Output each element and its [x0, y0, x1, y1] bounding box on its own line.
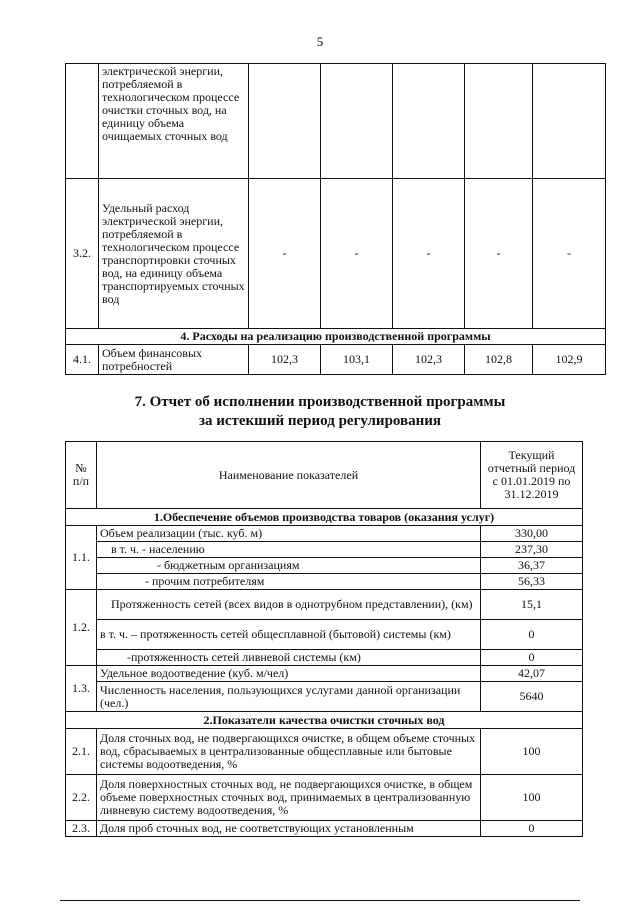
row-number-cell: 4.1. [66, 345, 99, 375]
page-bottom-rule [60, 900, 580, 901]
table-row [66, 558, 583, 574]
value-cell: 5640 [481, 682, 583, 712]
indicator-name-cell: -протяженность сетей ливневой системы (км) [97, 650, 481, 666]
table-row [66, 666, 583, 682]
value-cell: 0 [481, 650, 583, 666]
table-row [66, 179, 606, 329]
value-cell: 0 [481, 620, 583, 650]
row-number-cell: 1.2. [66, 590, 97, 666]
section-header: 4. Расходы на реализацию производственной программы [66, 329, 606, 345]
section-header-row [66, 712, 583, 729]
table-row [66, 526, 583, 542]
indicator-name-cell: Удельный расход электрической энергии, потребляемой в технологическом процессе транспортировки сточных вод, на единицу объема транспортируемых сточных вод [99, 179, 249, 329]
indicator-name-cell: - прочим потребителям [97, 574, 481, 590]
indicator-name-cell: Численность населения, пользующихся услугами данной организации (чел.) [97, 682, 481, 712]
table-row [66, 64, 606, 179]
row-number-cell: 2.1. [66, 729, 97, 775]
section-header-row [66, 329, 606, 345]
header-period: Текущий отчетный период с 01.01.2019 по 31.12.2019 [481, 442, 583, 509]
table-row [66, 574, 583, 590]
row-number-cell: 1.1. [66, 526, 97, 590]
value-cell [533, 64, 606, 179]
value-cell: 0 [481, 821, 583, 837]
value-cell: - [249, 179, 321, 329]
section7-title-line2: за истекший период регулирования [198, 413, 442, 429]
row-number-cell [66, 64, 99, 179]
section-header-row [66, 509, 583, 526]
table-row [66, 620, 583, 650]
value-cell [393, 64, 465, 179]
table-row [66, 345, 606, 375]
table-row [66, 729, 583, 775]
indicator-name-cell: Удельное водоотведение (куб. м/чел) [97, 666, 481, 682]
report-table [65, 441, 583, 837]
row-number-cell: 1.3. [66, 666, 97, 712]
table-row [66, 682, 583, 712]
indicator-name-cell: Объем финансовых потребностей [99, 345, 249, 375]
row-number-cell: 3.2. [66, 179, 99, 329]
section-header: 1.Обеспечение объемов производства товаров (оказания услуг) [66, 509, 583, 526]
indicator-name-cell: Объем реализации (тыс. куб. м) [97, 526, 481, 542]
value-cell: 42,07 [481, 666, 583, 682]
indicator-name-cell: Доля поверхностных сточных вод, не подвергающихся очистке, в общем объеме поверхностных сточных вод, принимаемых в централизованную ливневую систему водоотведения, % [97, 775, 481, 821]
indicators-table-continued [65, 63, 606, 375]
table-header-row [66, 442, 583, 509]
value-cell: - [533, 179, 606, 329]
value-cell: 102,3 [393, 345, 465, 375]
table-row [66, 650, 583, 666]
table-row [66, 542, 583, 558]
row-number-cell: 2.2. [66, 775, 97, 821]
value-cell: - [465, 179, 533, 329]
table-row [66, 775, 583, 821]
value-cell: 102,8 [465, 345, 533, 375]
value-cell: 330,00 [481, 526, 583, 542]
table-row [66, 821, 583, 837]
section-header: 2.Показатели качества очистки сточных вод [66, 712, 583, 729]
header-name: Наименование показателей [97, 442, 481, 509]
indicator-name-cell: Доля проб сточных вод, не соответствующих установленным [97, 821, 481, 837]
value-cell: 103,1 [321, 345, 393, 375]
value-cell [321, 64, 393, 179]
value-cell: 102,3 [249, 345, 321, 375]
value-cell [249, 64, 321, 179]
value-cell: 100 [481, 729, 583, 775]
value-cell [465, 64, 533, 179]
indicator-name-cell: Протяженность сетей (всех видов в однотрубном представлении), (км) [97, 590, 481, 620]
section7-title-line1: 7. Отчет об исполнении производственной программы [134, 394, 506, 410]
indicator-name-cell: в т. ч. - населению [97, 542, 481, 558]
value-cell: 237,30 [481, 542, 583, 558]
indicator-name-cell: Доля сточных вод, не подвергающихся очистке, в общем объеме сточных вод, сбрасываемых в централизованные общесплавные или бытовые системы водоотведения, % [97, 729, 481, 775]
page-number: 5 [316, 34, 324, 49]
table-row [66, 590, 583, 620]
value-cell: 100 [481, 775, 583, 821]
indicator-name-cell: электрической энергии, потребляемой в технологическом процессе очистки сточных вод, на единицу объема очищаемых сточных вод [99, 64, 249, 179]
value-cell: 56,33 [481, 574, 583, 590]
value-cell: - [321, 179, 393, 329]
indicator-name-cell: - бюджетным организациям [97, 558, 481, 574]
indicator-name-cell: в т. ч. – протяженность сетей общесплавной (бытовой) системы (км) [97, 620, 481, 650]
header-num: № п/п [66, 442, 97, 509]
value-cell: 15,1 [481, 590, 583, 620]
value-cell: - [393, 179, 465, 329]
value-cell: 102,9 [533, 345, 606, 375]
value-cell: 36,37 [481, 558, 583, 574]
row-number-cell: 2.3. [66, 821, 97, 837]
